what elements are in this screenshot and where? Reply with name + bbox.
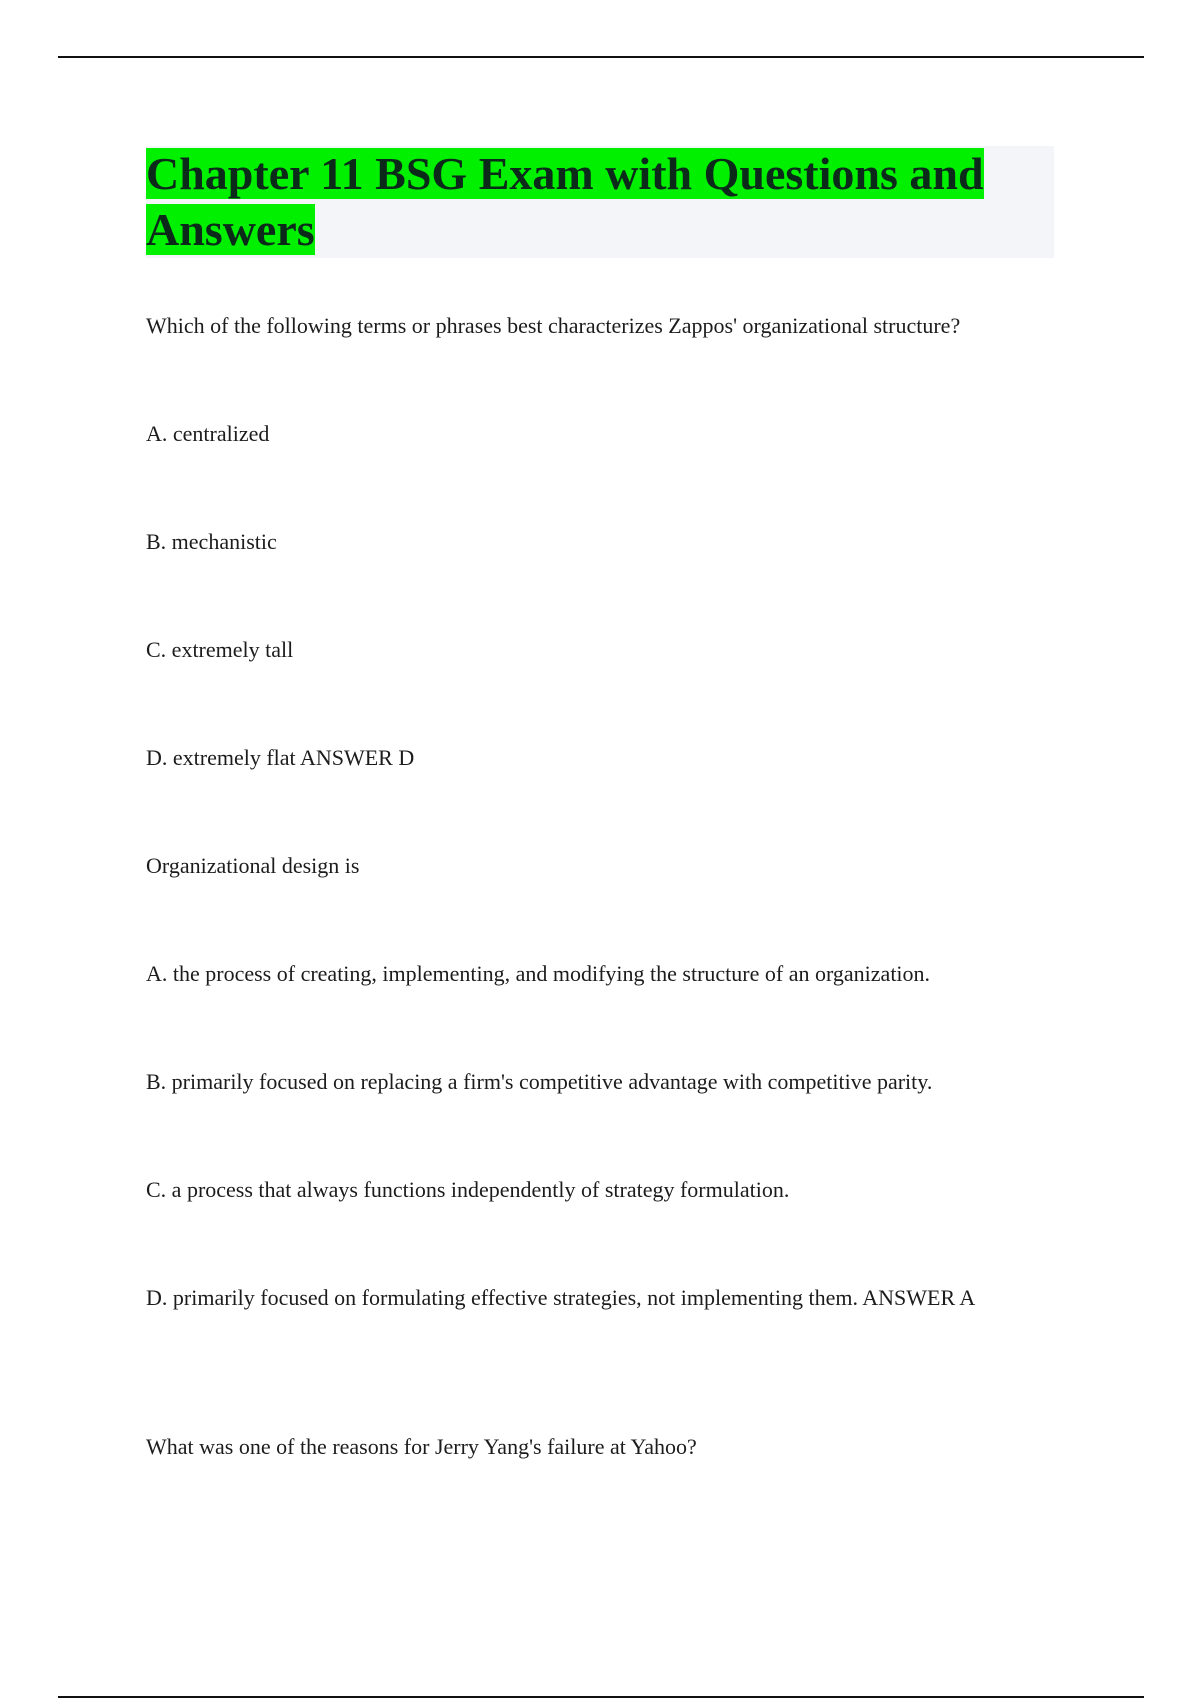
title-block (146, 146, 1054, 258)
page-title (146, 146, 1054, 258)
top-rule (58, 56, 1144, 58)
question-2-option-a: A. the process of creating, implementing, and modifying the structure of an organization. (146, 961, 931, 986)
question-1-option-b: B. mechanistic (146, 529, 277, 554)
question-1-option-a: A. centralized (146, 421, 270, 446)
question-2: Organizational design is (146, 853, 360, 878)
question-1-option-c: C. extremely tall (146, 637, 294, 662)
bottom-rule (58, 1696, 1144, 1698)
page-title-text: Chapter 11 BSG Exam with Questions and Answers (146, 148, 984, 255)
question-2-option-c: C. a process that always functions independently of strategy formulation. (146, 1177, 790, 1202)
question-3: What was one of the reasons for Jerry Yang's failure at Yahoo? (146, 1434, 697, 1459)
question-2-option-b: B. primarily focused on replacing a firm's competitive advantage with competitive parity. (146, 1069, 933, 1094)
question-2-option-d: D. primarily focused on formulating effective strategies, not implementing them. ANSWER A (146, 1285, 976, 1310)
question-1-option-d: D. extremely flat ANSWER D (146, 745, 415, 770)
question-1: Which of the following terms or phrases best characterizes Zappos' organizational structure? (146, 313, 961, 338)
